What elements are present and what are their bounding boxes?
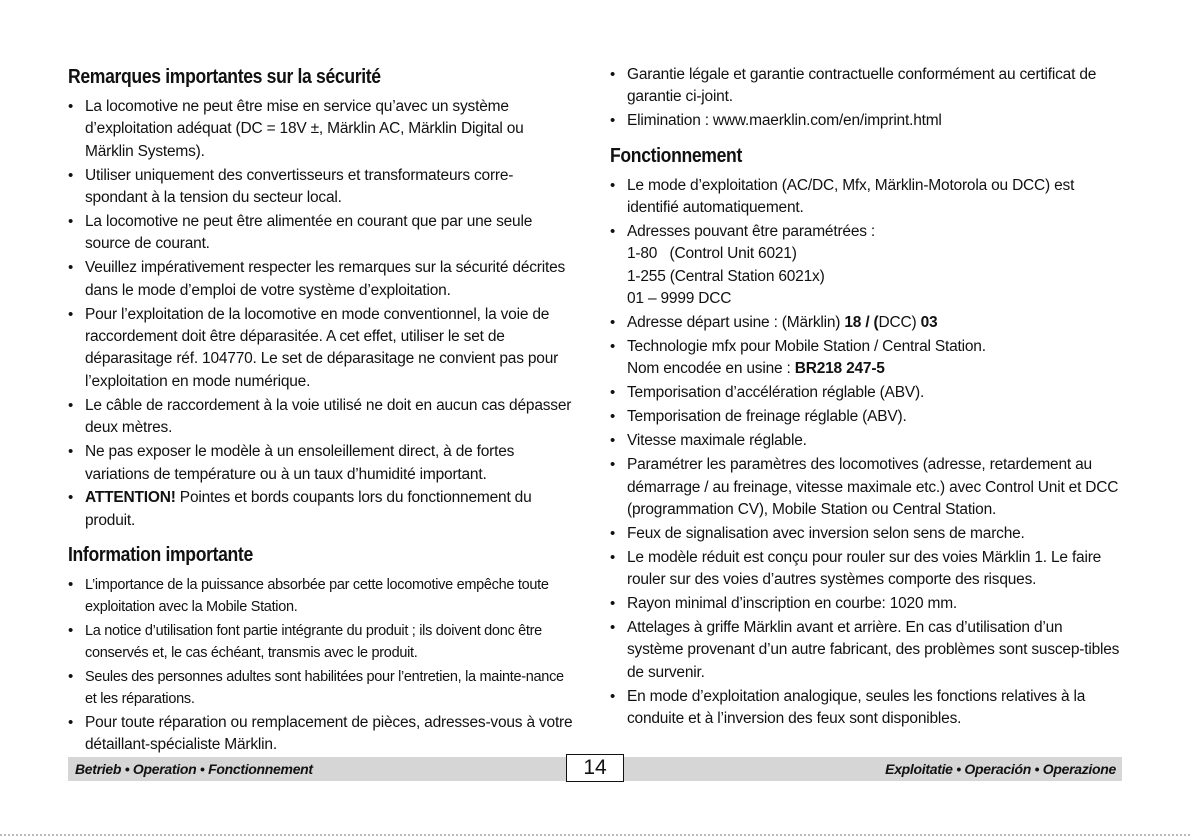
list-item: • Elimination : www.maerklin.com/en/imprint.html	[610, 110, 1122, 132]
start-dcc: 03	[920, 314, 938, 332]
function-heading: Fonctionnement	[610, 144, 742, 167]
crop-marks-divider	[0, 834, 1192, 836]
list-item: • Pour l’exploitation de la locomotive en mode conventionnel, la voie de raccordement doit être déparasitée. A cet effet, utiliser le set de déparasitage réf. 104770. Le set de déparasitage ne convient pas pour l’exploitation en mode numérique.	[68, 304, 573, 394]
mfx-item	[610, 336, 1122, 381]
list-item: • Vitesse maximale réglable.	[610, 430, 1122, 452]
list-item: • Ne pas exposer le modèle à un ensoleillement direct, à de fortes variations de température ou à un taux d’humidité important.	[68, 441, 573, 486]
safety-heading: Remarques importantes sur la sécurité	[68, 66, 381, 88]
page-number: 14	[566, 754, 624, 782]
list-item: • Le câble de raccordement à la voie utilisé ne doit en aucun cas dépasser deux mètres.	[68, 395, 573, 440]
address-range: 1-255 (Central Station 6021x)	[627, 267, 825, 285]
left-column	[68, 64, 573, 758]
address-range: 1-80 (Control Unit 6021)	[627, 245, 797, 263]
list-item: • Veuillez impérativement respecter les remarques sur la sécurité décrites dans le mode d’emploi de votre système d’exploitation.	[68, 257, 573, 302]
list-item: • Le mode d’exploitation (AC/DC, Mfx, Märklin-Motorola ou DCC) est identifié automatiquement.	[610, 175, 1122, 220]
info-heading: Information importante	[68, 544, 253, 567]
right-column	[610, 64, 1122, 732]
list-item: • Temporisation d’accélération réglable (ABV).	[610, 382, 1122, 404]
list-item: • Le modèle réduit est conçu pour rouler sur des voies Märklin 1. Le faire rouler sur des voies d’autres systèmes comporte des risques.	[610, 547, 1122, 592]
start-mid: DCC)	[878, 314, 921, 332]
address-range: 01 – 9999 DCC	[627, 290, 732, 308]
list-item: • Attelages à griffe Märklin avant et arrière. En cas d’utilisation d’un système provenant d’un autre fabricant, des problèmes sont suscep-tibles de survenir.	[610, 617, 1122, 684]
list-item: • Temporisation de freinage réglable (ABV).	[610, 406, 1122, 428]
info-list	[68, 574, 573, 756]
attention-label: ATTENTION!	[85, 489, 176, 507]
list-item: • Pour toute réparation ou remplacement de pièces, adresses-vous à votre détaillant-spécialiste Märklin.	[68, 712, 573, 756]
list-item: • La locomotive ne peut être alimentée en courant que par une seule source de courant.	[68, 211, 573, 256]
list-item: • La locomotive ne peut être mise en service qu’avec un système d’exploitation adéquat (DC = 18V ±, Märklin AC, Märklin Digital ou Märklin Systems).	[68, 96, 573, 163]
mfx-line: • Technologie mfx pour Mobile Station / Central Station.	[627, 338, 986, 356]
start-prefix: Adresse départ usine : (Märklin)	[627, 314, 845, 332]
list-item: • En mode d’exploitation analogique, seules les fonctions relatives à la conduite et à l’inversion des feux sont disponibles.	[610, 686, 1122, 731]
list-item: • Paramétrer les paramètres des locomotives (adresse, retardement au démarrage / au freinage, vitesse maximale etc.) avec Control Unit et DCC (programmation CV), Mobile Station ou Central Station.	[610, 454, 1122, 521]
mfx-name-prefix: Nom encodée en usine :	[627, 360, 795, 378]
page-footer	[68, 754, 1122, 782]
attention-text: Pointes et bords coupants lors du fonctionnement du produit.	[85, 489, 532, 529]
footer-left-label: Betrieb • Operation • Fonctionnement	[68, 757, 566, 781]
addresses-item	[610, 221, 1122, 311]
list-item: • Rayon minimal d’inscription en courbe: 1020 mm.	[610, 593, 1122, 615]
start-address-item	[610, 312, 1122, 334]
list-item: • Seules des personnes adultes sont habilitées pour l’entretien, la mainte-nance et les réparations.	[68, 666, 573, 710]
start-marklin: 18 / (	[844, 314, 879, 332]
mfx-name: BR218 247-5	[794, 360, 885, 378]
function-list	[610, 175, 1122, 731]
attention-item	[68, 487, 573, 532]
list-item: • Garantie légale et garantie contractuelle conformément au certificat de garantie ci-joint.	[610, 64, 1122, 109]
warranty-list	[610, 64, 1122, 133]
addresses-intro: • Adresses pouvant être paramétrées :	[627, 223, 876, 241]
list-item: • Utiliser uniquement des convertisseurs et transformateurs corre-spondant à la tension du secteur local.	[68, 165, 573, 210]
list-item: • Feux de signalisation avec inversion selon sens de marche.	[610, 523, 1122, 545]
footer-right-label: Exploitatie • Operación • Operazione	[624, 757, 1122, 781]
safety-list	[68, 96, 573, 532]
list-item: • La notice d’utilisation font partie intégrante du produit ; ils doivent donc être conservés et, le cas échéant, transmis avec le produit.	[68, 620, 573, 664]
list-item: • L’importance de la puissance absorbée par cette locomotive empêche toute exploitation avec la Mobile Station.	[68, 574, 573, 618]
